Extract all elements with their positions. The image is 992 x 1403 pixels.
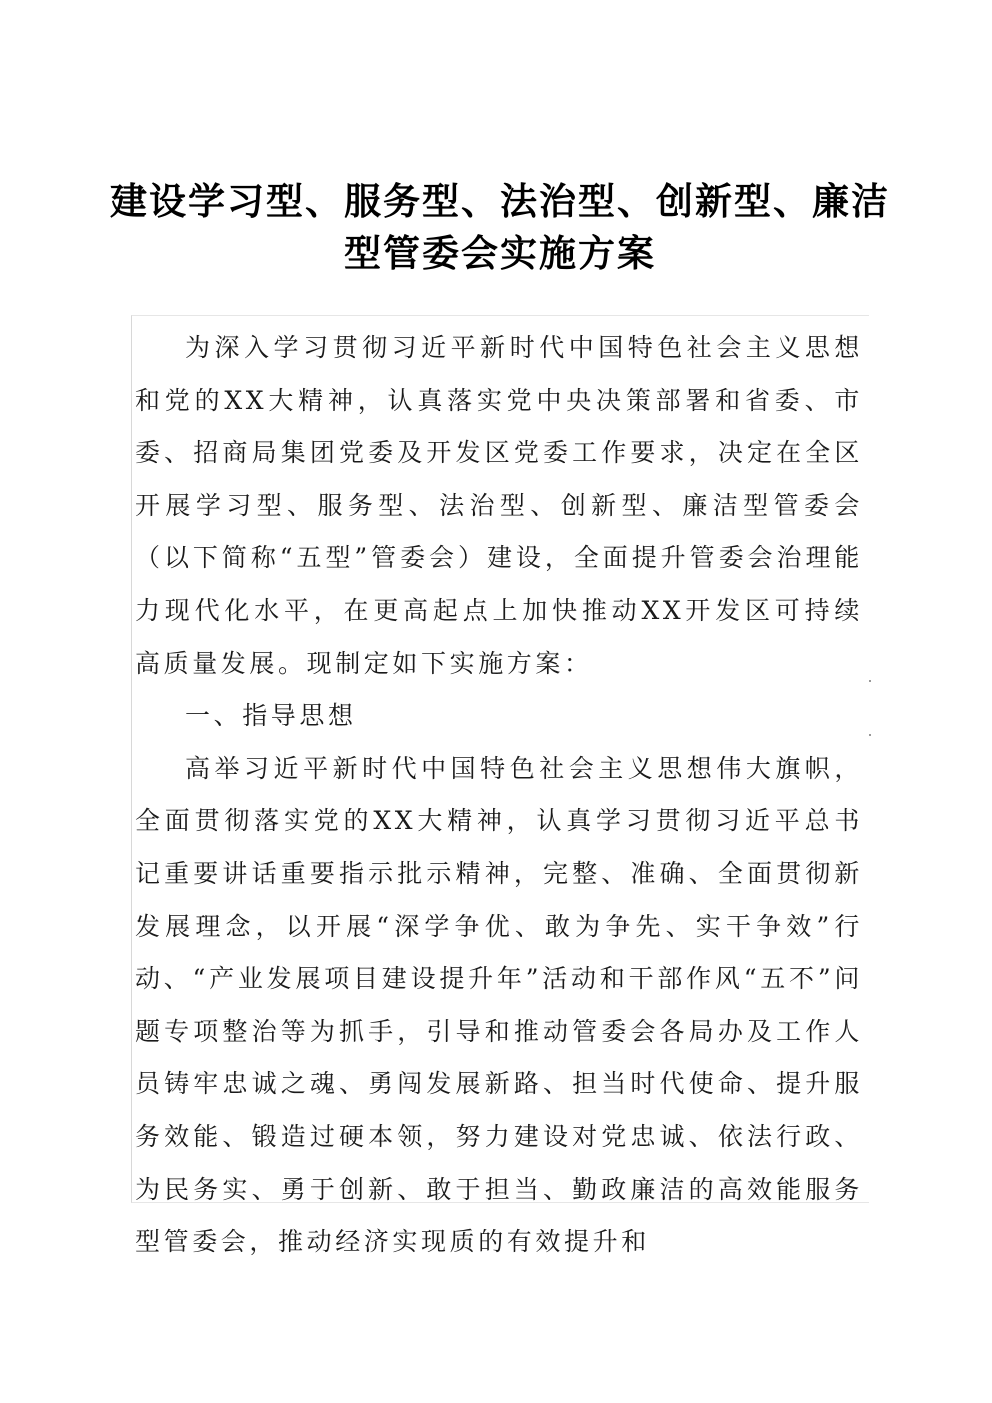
section-heading-guiding-ideology: 一、指导思想 [185, 701, 357, 731]
intro-paragraph: 为深入学习贯彻习近平新时代中国特色社会主义思想和党的XX大精神，认真落实党中央决策部署和省委、市委、招商局集团党委及开发区党委工作要求，决定在全区开展学习型、服务型、法治型、创新型、廉洁型管委会（以下简称“五型”管委会）建设，全面提升管委会治理能力现代化水平，在更高起点上加快推动XX开发区可持续高质量发展。现制定如下实施方案： [135, 333, 863, 678]
margin-mark [869, 734, 871, 736]
margin-mark [869, 680, 871, 682]
document-title [100, 176, 900, 280]
document-title-line-1: 建设学习型、服务型、法治型、创新型、廉洁 [110, 180, 890, 223]
guiding-ideology-paragraph: 高举习近平新时代中国特色社会主义思想伟大旗帜，全面贯彻落实党的XX大精神，认真学习贯彻习近平总书记重要讲话重要指示批示精神，完整、准确、全面贯彻新发展理念，以开展“深学争优、敢为争先、实干争效”行动、“产业发展项目建设提升年”活动和干部作风“五不”问题专项整治等为抓手，引导和推动管委会各局办及工作人员铸牢忠诚之魂、勇闯发展新路、担当时代使命、提升服务效能、锻造过硬本领，努力建设对党忠诚、依法行政、为民务实、勇于创新、敢于担当、勤政廉洁的高效能服务型管委会，推动经济实现质的有效提升和 [135, 753, 863, 1257]
document-title-line-2: 型管委会实施方案 [344, 232, 656, 275]
document-body [135, 322, 863, 1269]
